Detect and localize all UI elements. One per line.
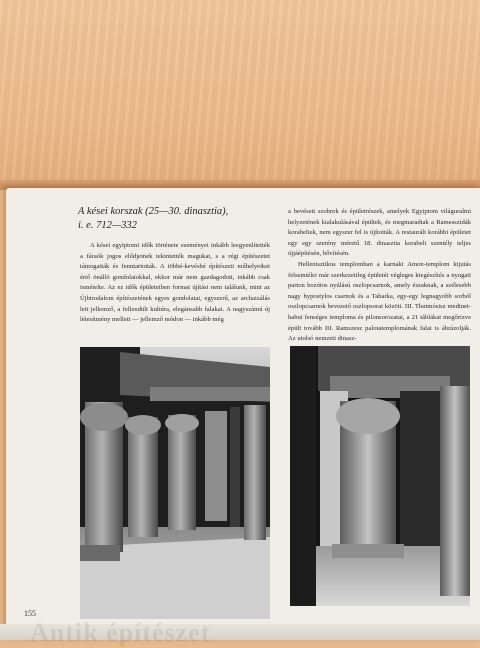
section-heading-line-1: A kései korszak (25—30. dinasztia), — [78, 206, 229, 217]
right-column-paragraph-2: Hellenisztikus templomban a karnaki Amon-templom kijutás felsemtélei már szerkezetileg épületét végleges kiegészítés a nyugati parton bozótos nyúlású oszlopcsarnok, amely északnak, a szélesebb nagy hypostylos csarnok és a Taharka, egy-egy legnagyobb sorból oszlopcsarnok bevezető oszlopsorai között. III. Thutmósisz medinet-habui fenséges temploma és pilonsorozatai, a 21 táblákat megőrizve épült tovább III. Ramszesz palotatemplomának falai is ábrázolják. Az utolsó nemzeti dinasz- — [288, 260, 471, 343]
temple-column-photo-right — [290, 346, 470, 606]
right-column-text — [288, 207, 471, 343]
section-heading-line-2: i. e. 712—332 — [78, 220, 137, 231]
temple-columns-photo-left — [80, 347, 270, 619]
right-column-paragraph-1: a bevésett szobrok és épületrészek, amelyek Egyiptom világuralmi helyzetének kialakulásával épültek, és megmaradtak a Ramesszidák korabeliek, nem egyszer fel is újították. A restaurált korábbi épületet egy egy szerény méretű 18. dinasztia korabeli szentély teljes újjáépítésén, bővítésén. — [288, 208, 471, 258]
section-heading — [78, 205, 278, 233]
page-number: 155 — [24, 609, 36, 618]
temple-column-illustration — [290, 346, 470, 606]
left-column-text: A kései egyiptomi idők története eseményei inkább leegyenlítették a fáraók jogos elődjeinek tekintették magukat, s a régi építészetet támogatták és fenntartották. A többé-kevésbé építészeti műhelyeiket értő önálló gondolatokkal, ekkor már nem gazdagodott, inkább csak ismételte. Az ez idők épületeiben formai újítást nem találunk, mint az Újbirodalom építészetének egyes gondolatai, egyszerű, az archaizálás lett jellemző, a fellendült kultúra, elegánsabb falakat. A nagyszámú új létesítmény mellett — jellemző módon — inkább még — [80, 242, 270, 324]
wooden-table-surface — [0, 0, 480, 190]
bleed-through-title: Antik építészet — [30, 618, 211, 647]
temple-hall-illustration — [80, 347, 270, 619]
